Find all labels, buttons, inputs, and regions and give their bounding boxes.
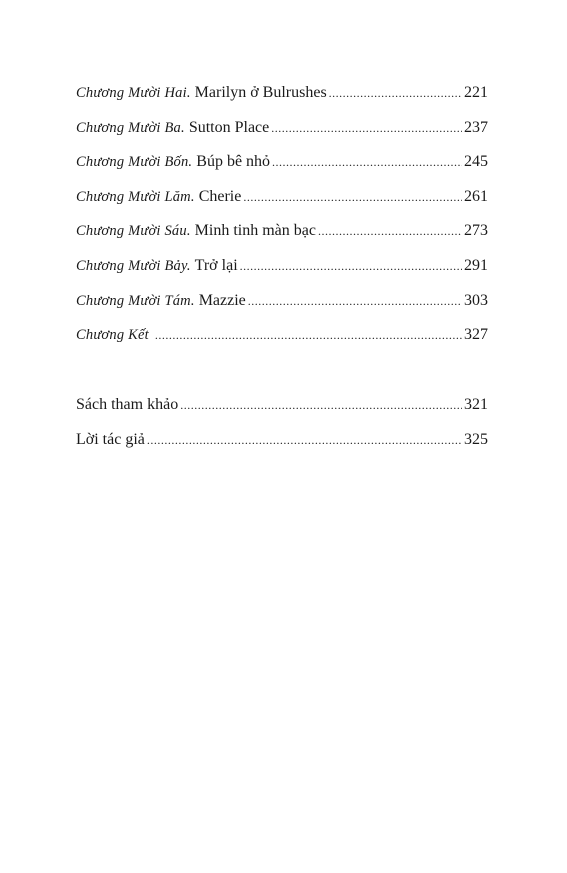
page-number: 325 (464, 430, 488, 448)
chapter-title: Cherie (198, 187, 242, 205)
toc-entry-chapter-13[interactable] (76, 119, 488, 154)
chapter-title: Trở lại (194, 256, 238, 274)
chapter-prefix: Chương Mười Ba. (76, 119, 185, 136)
chapter-title: Búp bê nhỏ (196, 153, 271, 171)
page-number: 303 (464, 291, 488, 309)
page-number: 221 (464, 84, 488, 101)
toc-entry-chapter-12[interactable] (76, 84, 488, 119)
page-number: 327 (464, 326, 488, 344)
chapter-title: Marilyn ở Bulrushes (194, 84, 327, 101)
toc-back-matter-list (76, 396, 488, 465)
chapter-title: Minh tinh màn bạc (194, 222, 316, 240)
chapter-prefix: Chương Mười Lăm. (76, 188, 195, 205)
chapter-title: Mazzie (198, 291, 246, 309)
dot-leader (180, 398, 462, 413)
toc-entry-chapter-15[interactable] (76, 188, 488, 223)
chapter-title: Sutton Place (188, 118, 270, 136)
page-number: 261 (464, 187, 488, 205)
chapter-prefix: Chương Mười Tám. (76, 292, 195, 309)
page-number: 321 (464, 396, 488, 413)
dot-leader (243, 190, 462, 205)
chapter-prefix: Chương Mười Bảy. (76, 257, 191, 274)
back-matter-title: Sách tham khảo (76, 396, 179, 413)
dot-leader (329, 86, 462, 101)
page-number: 237 (464, 118, 488, 136)
chapter-prefix: Chương Mười Bốn. (76, 154, 193, 171)
toc-chapter-list (76, 84, 488, 361)
toc-entry-chapter-17[interactable] (76, 257, 488, 292)
chapter-prefix: Chương Mười Sáu. (76, 223, 191, 240)
page-number: 291 (464, 256, 488, 274)
back-matter-title: Lời tác giả (76, 430, 145, 448)
toc-entry-bibliography[interactable] (76, 396, 488, 431)
toc-entry-author-note[interactable] (76, 431, 488, 466)
dot-leader (147, 433, 462, 448)
dot-leader (155, 328, 462, 343)
toc-entry-chapter-18[interactable] (76, 292, 488, 327)
dot-leader (271, 121, 462, 136)
chapter-prefix: Chương Mười Hai. (76, 85, 191, 101)
dot-leader (318, 224, 462, 239)
page-number: 245 (464, 153, 488, 171)
page-number: 273 (464, 222, 488, 240)
toc-entry-epilogue[interactable] (76, 326, 488, 361)
dot-leader (248, 294, 462, 309)
toc-entry-chapter-16[interactable] (76, 222, 488, 257)
toc-entry-chapter-14[interactable] (76, 153, 488, 188)
dot-leader (240, 259, 462, 274)
chapter-prefix: Chương Kết (76, 327, 149, 344)
dot-leader (272, 155, 462, 170)
